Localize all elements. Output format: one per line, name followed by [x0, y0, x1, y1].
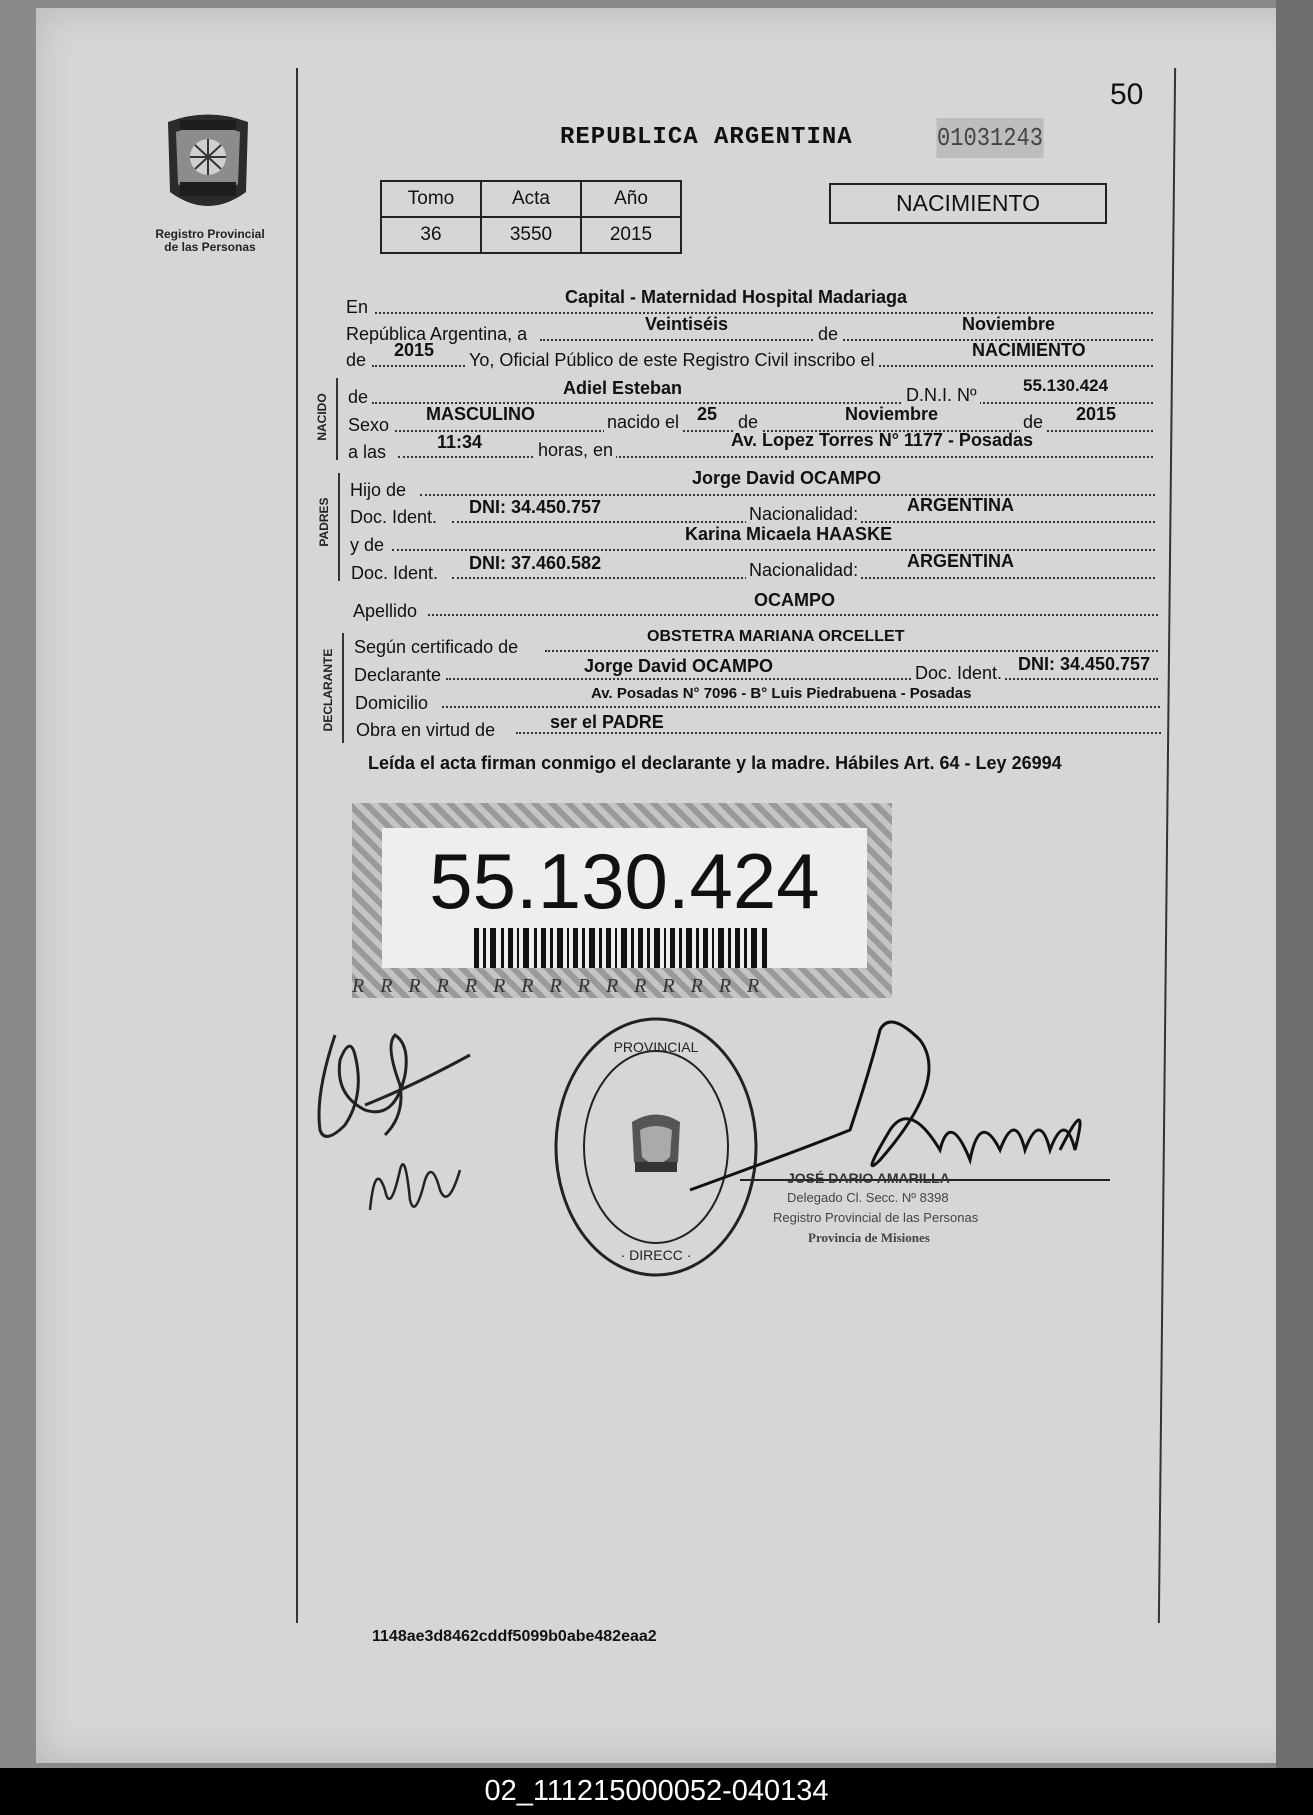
de4-label: de	[735, 412, 761, 433]
de5-label: de	[1020, 412, 1046, 433]
sticker-pattern: RRRRRRRRRRRRRRR	[352, 975, 776, 997]
address-value: Av. Lopez Torres N° 1177 - Posadas	[731, 430, 1033, 450]
section-bracket	[338, 473, 340, 581]
sticker-number: 55.130.424	[429, 837, 820, 925]
nacionalidad-label: Nacionalidad:	[746, 504, 861, 525]
dotted-line	[392, 549, 1155, 551]
table-header-ano: Año	[581, 181, 681, 217]
birth-year: 2015	[1076, 404, 1117, 424]
declarante-section-label: DECLARANTE	[321, 648, 335, 732]
de2-label: de	[346, 350, 367, 370]
dni-label: D.N.I. Nº	[903, 385, 980, 406]
obra-label: Obra en virtud de	[356, 720, 496, 740]
sticker-label	[382, 828, 867, 968]
declarante-doc-label: Doc. Ident.	[912, 663, 1005, 684]
declarante-doc-value: DNI: 34.450.757	[1018, 654, 1151, 674]
mother-name: Karina Micaela HAASKE	[685, 524, 893, 544]
svg-text:PROVINCIAL: PROVINCIAL	[613, 1039, 699, 1055]
mother-signature	[360, 1140, 470, 1230]
sexo-label: Sexo	[348, 415, 390, 435]
page-number: 50	[1110, 78, 1144, 111]
father-name: Jorge David OCAMPO	[692, 468, 882, 488]
domicilio-value: Av. Posadas N° 7096 - B° Luis Piedrabuena - Posadas	[591, 685, 972, 702]
father-nationality: ARGENTINA	[907, 495, 1014, 515]
svg-text:· DIRECC ·: · DIRECC ·	[620, 1247, 692, 1263]
official-province: Provincia de Misiones	[808, 1230, 930, 1245]
segun-value: OBSTETRA MARIANA ORCELLET	[647, 628, 905, 645]
declarante-value: Jorge David OCAMPO	[584, 656, 774, 676]
table-value-acta: 3550	[481, 217, 581, 253]
mother-nationality: ARGENTINA	[907, 551, 1014, 571]
page-edge	[1276, 0, 1313, 1768]
apellido-label: Apellido	[353, 601, 418, 621]
scan-caption: 02_111215000052-040134	[0, 1768, 1313, 1815]
month-value: Noviembre	[962, 314, 1056, 334]
dotted-line	[420, 494, 1155, 496]
birth-month: Noviembre	[845, 404, 939, 424]
record-table	[380, 180, 682, 254]
official-office: Registro Provincial de las Personas	[773, 1210, 979, 1225]
year-value: 2015	[394, 340, 435, 360]
de3-label: de	[348, 387, 369, 407]
closing-text: Leída el acta firman conmigo el declarante y la madre. Hábiles Art. 64 - Ley 26994	[368, 753, 1062, 773]
en-label: En	[346, 297, 369, 317]
official-title: Delegado Cl. Secc. Nº 8398	[787, 1190, 949, 1205]
section-bracket	[342, 633, 344, 743]
dotted-line	[428, 614, 1158, 616]
doc-label: Doc. Ident.	[350, 507, 438, 527]
table-header-acta: Acta	[481, 181, 581, 217]
name-value: Adiel Esteban	[563, 378, 683, 398]
hijo-label: Hijo de	[350, 480, 407, 500]
apellido-value: OCAMPO	[754, 590, 835, 610]
doc-label: Doc. Ident.	[351, 563, 439, 583]
father-doc: DNI: 34.450.757	[469, 497, 602, 517]
id-sticker	[352, 803, 892, 998]
time-value: 11:34	[437, 432, 483, 452]
en-value: Capital - Maternidad Hospital Madariaga	[565, 287, 908, 307]
rep-label: República Argentina, a	[346, 324, 528, 344]
obra-value: ser el PADRE	[550, 712, 664, 732]
barcode-icon	[472, 928, 772, 968]
table-value-tomo: 36	[381, 217, 481, 253]
left-margin-line	[296, 68, 298, 1623]
domicilio-label: Domicilio	[355, 693, 429, 713]
oficial-text: Yo, Oficial Público de este Registro Civil inscribo el	[466, 350, 878, 371]
record-type-box: NACIMIENTO	[829, 183, 1107, 224]
official-name: JOSÉ DARIO AMARILLA	[787, 1170, 950, 1186]
day-value: Veintiséis	[645, 314, 729, 334]
document-hash: 1148ae3d8462cddf5099b0abe482eaa2	[372, 1628, 657, 1645]
dotted-line	[446, 678, 1158, 680]
y-de-label: y de	[350, 535, 385, 555]
table-value-ano: 2015	[581, 217, 681, 253]
table-header-tomo: Tomo	[381, 181, 481, 217]
nacido-section-label: NACIDO	[315, 393, 329, 441]
dni-value: 55.130.424	[1023, 376, 1109, 395]
de-label: de	[815, 324, 841, 345]
sexo-value: MASCULINO	[426, 404, 535, 424]
nacido-el-label: nacido el	[604, 412, 682, 433]
dotted-line	[398, 456, 1153, 458]
segun-label: Según certificado de	[354, 637, 519, 657]
dotted-line	[442, 706, 1160, 708]
registry-label-line2: de las Personas	[164, 240, 256, 254]
inscribo-value: NACIMIENTO	[972, 340, 1086, 360]
dotted-line	[545, 650, 1158, 652]
mother-doc: DNI: 37.460.582	[469, 553, 602, 573]
declarant-signature	[305, 1015, 485, 1155]
serial-number: 01031243	[936, 118, 1043, 158]
birth-day: 25	[697, 404, 718, 424]
nacionalidad-label: Nacionalidad:	[746, 560, 861, 581]
declarante-label: Declarante	[354, 665, 442, 685]
registry-label	[140, 228, 280, 254]
document-title: REPUBLICA ARGENTINA	[560, 124, 853, 151]
section-bracket	[336, 378, 338, 460]
horas-label: horas, en	[535, 440, 616, 461]
a-las-label: a las	[348, 442, 387, 462]
padres-section-label: PADRES	[317, 497, 331, 547]
province-seal-icon	[158, 112, 258, 220]
registry-label-line1: Registro Provincial	[155, 227, 265, 241]
